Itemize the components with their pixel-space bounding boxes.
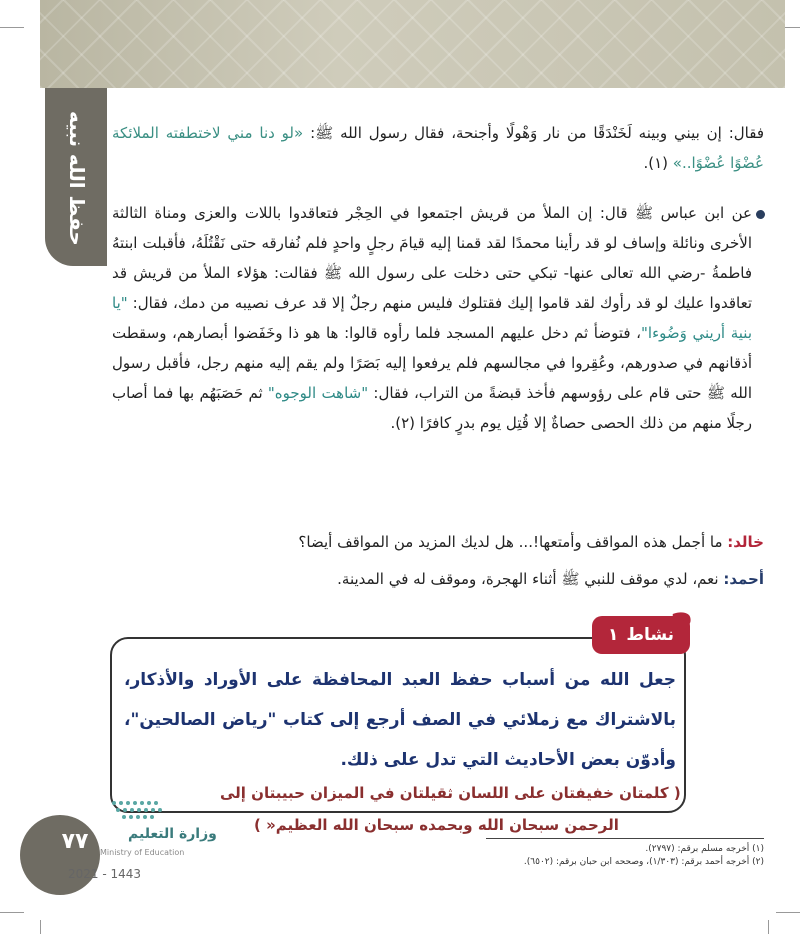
header-banner	[40, 0, 785, 88]
crop-mark	[0, 912, 24, 913]
dialogue-text: ما أجمل هذه المواقف وأمتعها!... هل لديك المزيد من المواقف أيضا؟	[298, 533, 728, 551]
ministry-logo-icon	[94, 795, 184, 825]
quote-faces: "شاهت الوجوه"	[267, 384, 369, 402]
speaker-name: خالد:	[727, 533, 764, 551]
narration-paragraph	[112, 198, 752, 438]
crop-mark	[0, 27, 24, 28]
ministry-name-ar: وزارة التعليم	[128, 826, 217, 842]
question-icon: ?	[670, 606, 694, 652]
dialogue-khalid	[112, 527, 764, 557]
activity-text: جعل الله من أسباب حفظ العبد المحافظة على الأوراد والأذكار، بالاشتراك مع زملائي في الصف أرجع إلى كتاب "رياض الصالحين"، وأدوّن بعض الأحاديث التي تدل على ذلك.	[124, 670, 676, 770]
crop-mark	[776, 912, 800, 913]
ministry-name-en: Ministry of Education	[100, 848, 185, 857]
footnote-ref: (١).	[643, 154, 673, 172]
paragraph-text: فقال: إن بيني وبينه لَخَنْدَقًا من نار وَهْولًا وأجنحة، فقال رسول الله ﷺ:	[303, 124, 764, 142]
footnotes	[486, 838, 764, 869]
quote-wudu: "يا بنية أريني وَضُوءا"	[112, 294, 752, 342]
speaker-name: أحمد:	[723, 570, 764, 588]
page-number: ٧٧	[61, 829, 89, 854]
activity-label: نشاط	[626, 625, 675, 645]
footnote-2: (٢) أخرجه أحمد برقم: (١/٣٠٣)، وصححه ابن حبان برقم: (٦٥٠٢).	[523, 857, 764, 867]
paragraph-continuation	[112, 118, 764, 178]
narration-text-1: عن ابن عباس ﷺ قال: إن الملأ من قريش اجتمعوا في الحِجْر فتعاقدوا باللات والعزى ومناة الثالثة الأخرى ونائلة وإساف لو قد رأينا محمدًا لقد قمنا إليه قيامَ رجلٍ واحدٍ فلم نُفارقه حتى نَقْتُلَهُ، فأقبلت ابنتهُ فاطمةُ -رضي الله تعالى عنها- تبكي حتى دخلت على رسول الله ﷺ فقالت: هؤلاء الملأ من قريش قد تعاقدوا عليك لو قد رأوك لقد قاموا إليك فقتلوك فليس منهم رجلٌ إلا قد عرف نصيبه من دمك، فقال:	[112, 204, 752, 312]
crop-mark	[40, 920, 41, 934]
dialogue-ahmad	[112, 564, 764, 594]
activity-number: ١	[607, 625, 619, 645]
crop-mark	[768, 920, 769, 934]
footnote-1: (١) أخرجه مسلم برقم: (٢٧٩٧).	[645, 844, 764, 854]
hadith-line-1: ( كلمتان خفيفتان على اللسان ثقيلتان في الميزان حبيبتان إلى	[220, 784, 681, 802]
bullet-icon	[756, 210, 765, 219]
chapter-title: حفظ الله نبيه ﷺ	[5, 110, 89, 246]
dialogue-text: نعم، لدي موقف للنبي ﷺ أثناء الهجرة، وموقف له في المدينة.	[337, 570, 724, 588]
narration-text-2: ، فتوضأ ثم دخل عليهم المسجد فلما رأوه قالوا: ها هو ذا وخَفَضوا أبصارهم، وسقطت أذقانهم في صدورهم، وعُقِروا في مجالسهم فلم يرفعوا إليه بَصَرًا ولم يقم إليه منهم رجل، فأقبل رسول الله ﷺ حتى قام على رؤوسهم فأخذ قبضةً من التراب، فقال:	[112, 324, 752, 402]
narration-text-3: ثم حَصَبَهُم بها فما أصاب رجلًا منهم من ذلك الحصى حصاةٌ إلا قُتِل يوم بدرٍ كافرًا (٢).	[112, 384, 752, 432]
edition-year: 2021 - 1443	[68, 867, 142, 881]
hadith-line-2: الرحمن سبحان الله وبحمده سبحان الله العظيم« )	[254, 816, 619, 834]
prophet-quote: «لو دنا مني لاختطفته الملائكة عُضْوًا عُضْوًا..»	[112, 124, 764, 172]
